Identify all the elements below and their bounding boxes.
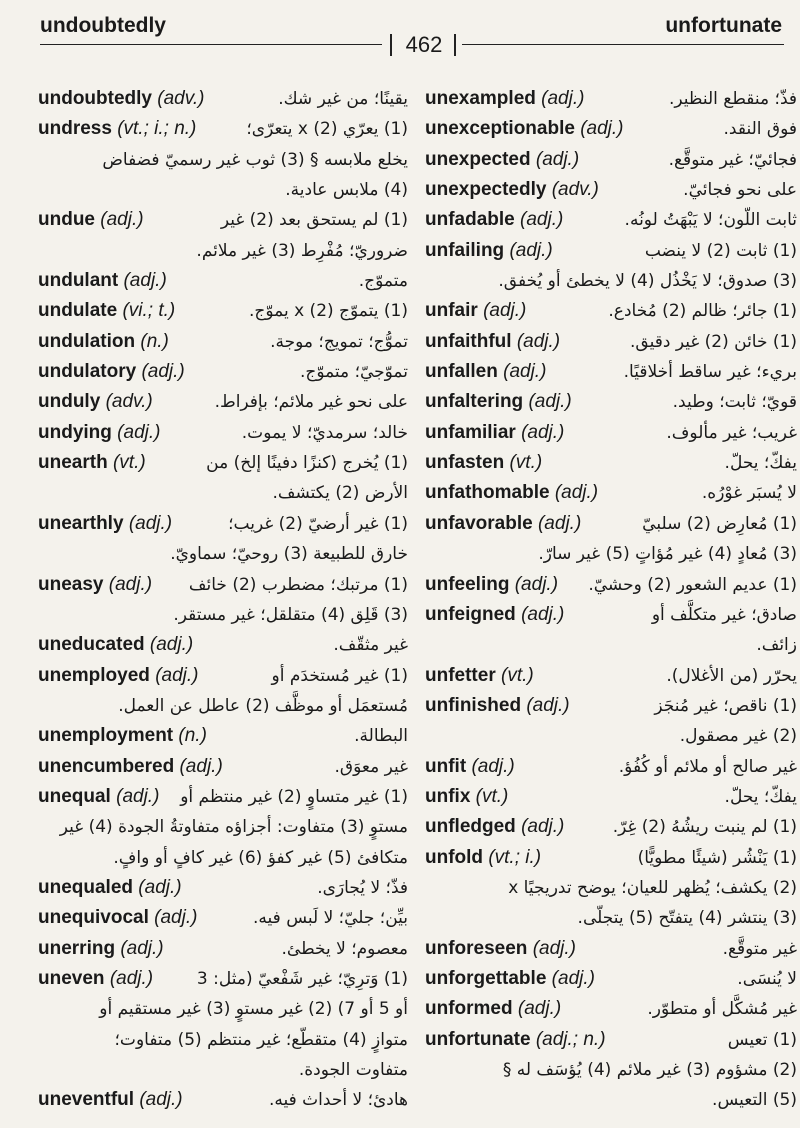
- part-of-speech: (adj.): [521, 603, 565, 625]
- arabic-definition: بريء؛ غير ساقط أخلاقيًا.: [623, 362, 797, 383]
- headword: [425, 994, 561, 1024]
- headword: [38, 782, 159, 812]
- definition-continuation: [38, 812, 408, 842]
- headword-text: unduly: [38, 391, 101, 413]
- definition-continuation: [425, 903, 797, 933]
- dictionary-entry: [425, 570, 797, 600]
- headword: [425, 812, 564, 842]
- headword-text: unfathomable: [425, 482, 550, 504]
- dictionary-entry: [38, 903, 408, 933]
- arabic-definition: (1) يُخرج (كنزًا دفينًا إلخ) من: [206, 453, 408, 474]
- headword: [38, 418, 160, 448]
- part-of-speech: (adj.): [123, 270, 167, 292]
- part-of-speech: (vt.): [475, 785, 509, 807]
- headword-text: unfeigned: [425, 603, 516, 625]
- dictionary-entry: [38, 964, 408, 994]
- headword-text: unfadable: [425, 209, 515, 231]
- headword-text: unequivocal: [38, 907, 149, 929]
- part-of-speech: (vt.): [501, 664, 534, 686]
- headword: [38, 448, 146, 478]
- arabic-definition: غير متوقَّع.: [722, 938, 797, 959]
- dictionary-entry: [425, 964, 797, 994]
- arabic-definition: (3) مُعادٍ (4) غير مُؤاتٍ (5) غير سارّ.: [538, 544, 797, 565]
- part-of-speech: (adj.): [155, 664, 199, 686]
- headword: [425, 296, 526, 326]
- definition-continuation: [38, 691, 408, 721]
- definition-continuation: [38, 478, 408, 508]
- headword: [425, 1025, 606, 1055]
- arabic-definition: لا يُنسَى.: [737, 968, 797, 989]
- arabic-definition: (2) مشؤوم (3) غير ملائم (4) يُؤسَف له §: [502, 1060, 797, 1080]
- dictionary-entry: [425, 296, 797, 326]
- dictionary-entry: [38, 752, 408, 782]
- dictionary-entry: [38, 205, 408, 235]
- arabic-definition: تموُّج؛ تمويج؛ موجة.: [270, 331, 408, 352]
- dictionary-entry: [38, 509, 408, 539]
- arabic-definition: (3) صدوق؛ لا يَخْذُل (4) لا يخطئ أو يُخفق.: [498, 271, 797, 292]
- dictionary-entry: [425, 84, 797, 114]
- part-of-speech: (adj.): [108, 573, 153, 595]
- part-of-speech: (adj.): [179, 755, 223, 777]
- arabic-definition: (2) يكشف؛ يُظهر للعيان؛ يوضح تدريجيًا x: [508, 877, 797, 898]
- left-column: [38, 84, 408, 1116]
- headword-text: unfinished: [425, 694, 522, 716]
- headword-text: unformed: [425, 998, 513, 1020]
- headword: [425, 752, 515, 782]
- dictionary-entry: [425, 509, 797, 539]
- headword-text: undulation: [38, 330, 136, 352]
- headword: [38, 721, 207, 751]
- part-of-speech: (adj.): [141, 361, 185, 383]
- dictionary-entry: [425, 114, 797, 144]
- headword: [38, 296, 175, 326]
- headword-text: unexpectedly: [425, 179, 547, 201]
- part-of-speech: (adj.): [521, 816, 565, 838]
- headword: [38, 964, 153, 994]
- headword: [38, 903, 197, 933]
- arabic-definition: ثابت اللّون؛ لا يَبْهَتُ لونُه.: [624, 210, 797, 231]
- headword: [425, 448, 542, 478]
- headword-text: unfledged: [425, 816, 516, 838]
- headword-text: unfailing: [425, 239, 505, 261]
- arabic-definition: بيِّن؛ جليّ؛ لا لَبس فيه.: [253, 908, 408, 929]
- part-of-speech: (adv.): [105, 391, 153, 413]
- arabic-definition: غير مثقّف.: [333, 635, 408, 656]
- arabic-definition: غير معوَق.: [334, 756, 408, 777]
- dictionary-entry: [38, 266, 408, 296]
- dictionary-entry: [425, 145, 797, 175]
- headword-text: unerring: [38, 937, 116, 959]
- definition-continuation: [38, 236, 408, 266]
- arabic-definition: (1) غير مُستخدَم أو: [271, 665, 408, 686]
- arabic-definition: فجائيّ؛ غير متوقَّع.: [668, 149, 797, 170]
- dictionary-entry: [425, 934, 797, 964]
- headword: [425, 84, 584, 114]
- definition-continuation: [38, 1025, 408, 1055]
- headword: [425, 418, 564, 448]
- arabic-definition: يفكّ؛ يحلّ.: [724, 453, 797, 474]
- arabic-definition: متموّج.: [358, 271, 408, 292]
- running-header: [0, 0, 800, 62]
- part-of-speech: (vt.; i.; n.): [117, 118, 197, 140]
- headword: [425, 691, 570, 721]
- headword-text: unfasten: [425, 452, 505, 474]
- part-of-speech: (adj.): [526, 694, 570, 716]
- arabic-definition: معصوم؛ لا يخطئ.: [281, 938, 408, 959]
- part-of-speech: (adj.): [116, 785, 160, 807]
- dictionary-entry: [38, 1085, 408, 1115]
- dictionary-entry: [425, 478, 797, 508]
- part-of-speech: (adj.): [100, 209, 144, 231]
- headword: [38, 570, 152, 600]
- dictionary-entry: [38, 661, 408, 691]
- headword: [425, 175, 599, 205]
- arabic-definition: يخلع ملابسه § (3) ثوب غير رسميّ فضفاض: [102, 149, 408, 170]
- dictionary-entry: [38, 448, 408, 478]
- part-of-speech: (adj.): [521, 421, 565, 443]
- definition-continuation: [38, 994, 408, 1024]
- part-of-speech: (adj.): [117, 421, 161, 443]
- headword-text: unexampled: [425, 88, 536, 109]
- dictionary-entry: [425, 994, 797, 1024]
- arabic-definition: خالد؛ سرمديّ؛ لا يموت.: [241, 422, 408, 443]
- arabic-definition: الأرض (2) يكتشف.: [272, 483, 408, 504]
- part-of-speech: (vt.): [112, 452, 146, 474]
- part-of-speech: (adj.): [154, 907, 198, 929]
- headword: [425, 327, 560, 357]
- part-of-speech: (adj.): [580, 118, 624, 140]
- part-of-speech: (adj.): [109, 967, 154, 989]
- arabic-definition: (1) مرتبك؛ مضطرب (2) خائف: [188, 574, 408, 595]
- headword-text: unfetter: [425, 664, 496, 686]
- headword: [425, 964, 595, 994]
- dictionary-entry: [38, 934, 408, 964]
- arabic-definition: (1) يعرّي x (2) يتعرّى؛: [246, 119, 408, 140]
- arabic-definition: (1) غير متساوٍ (2) غير منتظم أو: [180, 786, 408, 807]
- part-of-speech: (n.): [140, 330, 169, 352]
- arabic-definition: صادق؛ غير متكلَّف أو: [651, 604, 797, 625]
- definition-continuation: [38, 600, 408, 630]
- headword: [425, 205, 563, 235]
- arabic-definition: فوق النقد.: [723, 119, 797, 140]
- header-rule-left: [40, 44, 382, 45]
- headword: [425, 782, 508, 812]
- headword: [38, 630, 193, 660]
- part-of-speech: (adj.): [551, 967, 595, 989]
- headword: [425, 509, 581, 539]
- part-of-speech: (adj.): [503, 361, 547, 383]
- dictionary-entry: [38, 570, 408, 600]
- headword: [38, 205, 144, 235]
- headword: [38, 752, 223, 782]
- part-of-speech: (adj.): [120, 937, 164, 959]
- headword-text: undulatory: [38, 361, 137, 383]
- arabic-definition: زائف.: [756, 635, 797, 656]
- arabic-definition: (1) ثابت (2) لا ينضب: [644, 240, 797, 261]
- dictionary-entry: [425, 387, 797, 417]
- part-of-speech: (adj.): [517, 998, 562, 1020]
- arabic-definition: أو 5 أو 7) (2) غير مستوٍ (3) غير مستقيم أو: [99, 999, 408, 1020]
- headword-text: uneducated: [38, 634, 145, 656]
- header-rule-right: [462, 44, 784, 45]
- dictionary-entry: [425, 782, 797, 812]
- headword-text: unfold: [425, 846, 484, 868]
- arabic-definition: على نحو غير ملائم؛ بإفراط.: [214, 392, 408, 413]
- definition-continuation: [425, 873, 797, 903]
- dictionary-entry: [38, 721, 408, 751]
- part-of-speech: (adj.): [554, 482, 599, 504]
- headword-text: undulant: [38, 270, 119, 292]
- guide-word-left: undoubtedly: [40, 14, 166, 37]
- headword-text: uneven: [38, 967, 105, 989]
- part-of-speech: (adj.): [516, 330, 561, 352]
- headword-text: unfix: [425, 785, 471, 807]
- part-of-speech: (adj.): [535, 148, 580, 170]
- part-of-speech: (adv.): [551, 179, 599, 201]
- headword: [425, 570, 558, 600]
- arabic-definition: فذّ؛ لا يُجارَى.: [317, 877, 408, 898]
- right-column: [425, 84, 797, 1116]
- headword: [425, 357, 546, 387]
- headword: [425, 934, 576, 964]
- headword-text: unearth: [38, 452, 108, 474]
- definition-continuation: [425, 1085, 797, 1115]
- part-of-speech: (adj.): [537, 512, 582, 534]
- headword-text: unencumbered: [38, 755, 175, 777]
- page-number: 462: [405, 32, 443, 57]
- dictionary-entry: [425, 691, 797, 721]
- header-divider-right: [454, 34, 456, 56]
- headword-text: unfaithful: [425, 330, 512, 352]
- headword: [425, 843, 541, 873]
- guide-word-right: unfortunate: [665, 14, 782, 37]
- part-of-speech: (adj.): [528, 391, 572, 413]
- headword: [38, 266, 167, 296]
- arabic-definition: مُستعمَل أو موظَّف (2) عاطل عن العمل.: [118, 695, 408, 716]
- definition-continuation: [425, 539, 797, 569]
- headword-text: unfair: [425, 300, 478, 322]
- headword-text: unearthly: [38, 512, 124, 534]
- headword: [38, 509, 172, 539]
- arabic-definition: قويّ؛ ثابت؛ وطيد.: [672, 392, 797, 413]
- arabic-definition: (1) غير أرضيّ (2) غريب؛: [228, 513, 408, 534]
- arabic-definition: (1) مُعارِض (2) سلبيّ: [642, 513, 797, 534]
- headword-text: unfamiliar: [425, 421, 516, 443]
- headword: [38, 84, 204, 114]
- part-of-speech: (n.): [178, 725, 207, 747]
- dictionary-entry: [425, 175, 797, 205]
- headword-text: unfaltering: [425, 391, 524, 413]
- dictionary-entry: [38, 782, 408, 812]
- definition-continuation: [38, 539, 408, 569]
- dictionary-entry: [38, 357, 408, 387]
- arabic-definition: (3) ينتشر (4) يتفتّح (5) يتجلّى.: [577, 908, 797, 929]
- arabic-definition: (4) ملابس عادية.: [285, 180, 408, 201]
- definition-continuation: [38, 843, 408, 873]
- arabic-definition: يقينًا؛ من غير شك.: [278, 89, 408, 109]
- part-of-speech: (vi.; t.): [122, 300, 176, 322]
- part-of-speech: (adj.): [149, 634, 194, 656]
- arabic-definition: خارق للطبيعة (3) روحيّ؛ سماويّ.: [170, 544, 408, 565]
- dictionary-entry: [425, 418, 797, 448]
- arabic-definition: (1) تعيس: [727, 1029, 797, 1050]
- headword: [38, 387, 153, 417]
- headword-text: undulate: [38, 300, 118, 322]
- arabic-definition: (1) وَترِيّ؛ غير شَفْعيّ (مثل: 3: [196, 968, 408, 989]
- arabic-definition: هادئ؛ لا أحداث فيه.: [269, 1090, 408, 1111]
- headword-text: uneventful: [38, 1089, 135, 1111]
- headword: [425, 145, 579, 175]
- headword: [38, 327, 169, 357]
- headword: [38, 114, 196, 144]
- dictionary-entry: [38, 418, 408, 448]
- arabic-definition: (1) يتموّج x (2) يموّج.: [248, 301, 408, 322]
- headword: [38, 1085, 183, 1115]
- dictionary-entry: [425, 812, 797, 842]
- dictionary-entry: [38, 296, 408, 326]
- arabic-definition: متكافئ (5) غير كفؤ (6) غير كافٍ أو وافٍ.: [113, 847, 408, 868]
- headword-text: unfavorable: [425, 512, 533, 534]
- dictionary-entry: [38, 84, 408, 114]
- headword: [38, 873, 182, 903]
- headword: [38, 661, 198, 691]
- definition-continuation: [425, 721, 797, 751]
- dictionary-entry: [425, 357, 797, 387]
- arabic-definition: غير صالح أو ملائم أو كُفُؤ.: [618, 756, 797, 777]
- part-of-speech: (adj.): [509, 239, 553, 261]
- headword-text: unfeeling: [425, 573, 510, 595]
- part-of-speech: (adj.): [532, 937, 576, 959]
- arabic-definition: غير مُشكَّل أو متطوّر.: [647, 999, 797, 1020]
- part-of-speech: (vt.; i.): [488, 846, 542, 868]
- headword-text: unfit: [425, 755, 467, 777]
- dictionary-entry: [38, 873, 408, 903]
- arabic-definition: تموّجيّ؛ متموّج.: [299, 362, 408, 383]
- arabic-definition: (1) يَنْشُر (شيئًا مطويًّا): [637, 847, 797, 868]
- headword: [425, 600, 564, 630]
- dictionary-entry: [425, 327, 797, 357]
- arabic-definition: لا يُسبَر غوْرُه.: [701, 483, 797, 504]
- definition-continuation: [38, 145, 408, 175]
- headword: [425, 114, 624, 144]
- part-of-speech: (adv.): [157, 88, 205, 109]
- arabic-definition: ضروريّ؛ مُفْرِط (3) غير ملائم.: [196, 240, 408, 261]
- headword-text: undress: [38, 118, 112, 140]
- dictionary-entry: [425, 843, 797, 873]
- headword: [425, 661, 534, 691]
- arabic-definition: (1) جائر؛ ظالم (2) مُخادع.: [608, 301, 797, 322]
- arabic-definition: يفكّ؛ يحلّ.: [724, 786, 797, 807]
- arabic-definition: يحرّر (من الأغلال).: [666, 665, 797, 686]
- dictionary-entry: [425, 448, 797, 478]
- headword-text: unemployment: [38, 725, 174, 747]
- part-of-speech: (vt.): [509, 452, 543, 474]
- arabic-definition: غريب؛ غير مألوف.: [666, 422, 797, 443]
- dictionary-entry: [425, 1025, 797, 1055]
- arabic-definition: متوازٍ (4) متقطّع؛ غير منتظم (5) متفاوت؛: [114, 1029, 408, 1050]
- headword: [425, 478, 598, 508]
- dictionary-entry: [425, 205, 797, 235]
- arabic-definition: (1) لم ينبت ريشُهُ (2) غِرّ.: [612, 817, 797, 838]
- arabic-definition: (1) عديم الشعور (2) وحشيّ.: [588, 574, 797, 595]
- headword-text: unequaled: [38, 876, 134, 898]
- definition-continuation: [38, 175, 408, 205]
- part-of-speech: (adj.): [138, 876, 182, 898]
- arabic-definition: (5) التعيس.: [712, 1090, 797, 1111]
- arabic-definition: (1) لم يستحق بعد (2) غير: [220, 210, 408, 231]
- header-divider-left: [390, 34, 392, 56]
- dictionary-entry: [38, 327, 408, 357]
- definition-continuation: [38, 1055, 408, 1085]
- definition-continuation: [425, 1055, 797, 1085]
- definition-continuation: [425, 630, 797, 660]
- dictionary-entry: [38, 114, 408, 144]
- headword: [425, 387, 572, 417]
- dictionary-entry: [38, 630, 408, 660]
- headword-text: undoubtedly: [38, 88, 152, 109]
- arabic-definition: البطالة.: [354, 726, 408, 747]
- arabic-definition: على نحو فجائيّ.: [683, 180, 797, 201]
- arabic-definition: (2) غير مصقول.: [679, 726, 797, 747]
- definition-continuation: [425, 266, 797, 296]
- part-of-speech: (adj.): [471, 755, 515, 777]
- dictionary-entry: [38, 387, 408, 417]
- part-of-speech: (adj.): [128, 512, 173, 534]
- headword: [38, 934, 164, 964]
- headword: [38, 357, 185, 387]
- dictionary-entry: [425, 236, 797, 266]
- part-of-speech: (adj.): [520, 209, 564, 231]
- headword-text: unfortunate: [425, 1028, 531, 1050]
- headword-text: unexceptionable: [425, 118, 575, 140]
- headword-text: undying: [38, 421, 112, 443]
- headword-text: undue: [38, 209, 95, 231]
- arabic-definition: فذّ؛ منقطع النظير.: [669, 89, 797, 109]
- headword-text: unequal: [38, 785, 111, 807]
- part-of-speech: (adj.): [541, 88, 585, 109]
- arabic-definition: مستوٍ (3) متفاوت: أجزاؤه متفاوتةُ الجودة (4) غير: [59, 817, 408, 838]
- part-of-speech: (adj.; n.): [535, 1028, 606, 1050]
- arabic-definition: متفاوت الجودة.: [298, 1060, 408, 1080]
- headword-text: unemployed: [38, 664, 150, 686]
- dictionary-entry: [425, 600, 797, 630]
- headword-text: unforgettable: [425, 967, 547, 989]
- part-of-speech: (adj.): [483, 300, 527, 322]
- part-of-speech: (adj.): [514, 573, 559, 595]
- dictionary-entry: [425, 661, 797, 691]
- arabic-definition: (1) خائن (2) غير دقيق.: [630, 331, 797, 352]
- headword-text: unforeseen: [425, 937, 528, 959]
- part-of-speech: (adj.): [139, 1089, 183, 1111]
- headword: [425, 236, 553, 266]
- dictionary-entry: [425, 752, 797, 782]
- arabic-definition: (1) ناقص؛ غير مُنجَز: [654, 695, 797, 716]
- headword-text: uneasy: [38, 573, 104, 595]
- headword-text: unexpected: [425, 148, 531, 170]
- headword-text: unfallen: [425, 361, 498, 383]
- arabic-definition: (3) قَلِق (4) متقلقل؛ غير مستقر.: [173, 604, 408, 625]
